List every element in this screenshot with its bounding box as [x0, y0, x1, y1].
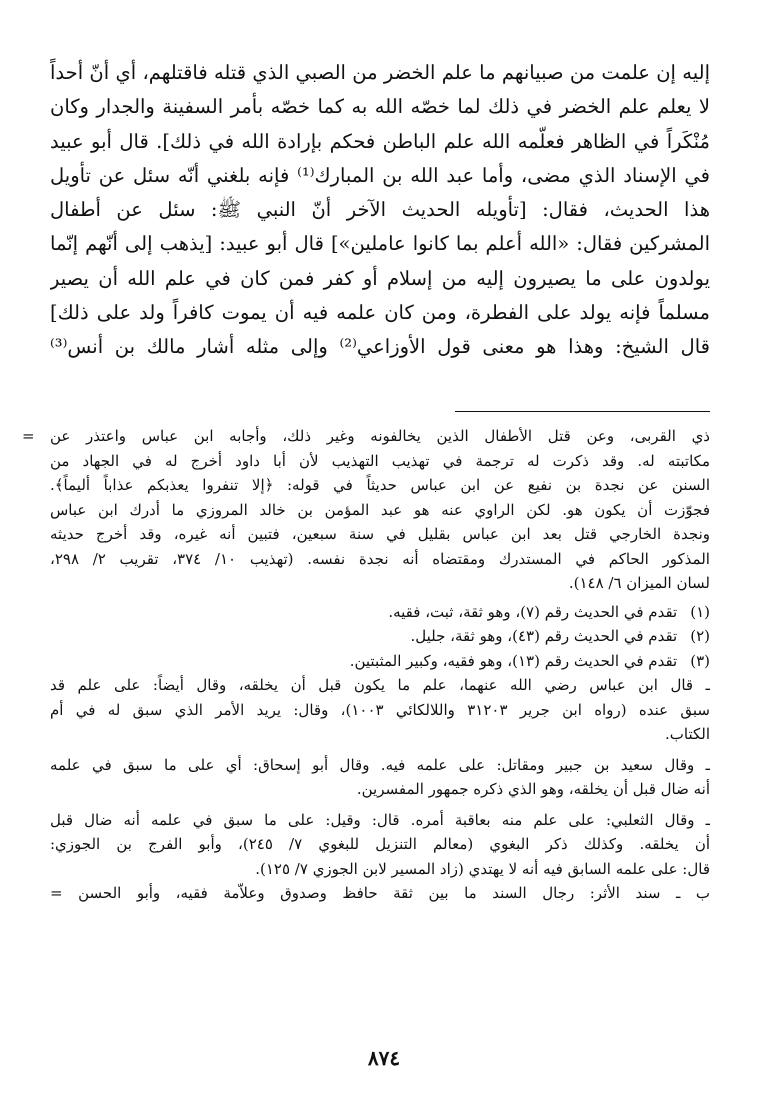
continuation-marker: = — [22, 427, 35, 445]
footnote-line: قال: على علمه السابق فيه أنه لا يهتدي (زاد المسير لابن الجوزي ٧/ ١٢٥). — [255, 859, 710, 878]
main-text-line: في الإسناد الذي مضى، وأما عبد الله بن المبارك⁽¹⁾ فإنه بلغني أنّه سئل عن تأويل — [50, 163, 710, 187]
footnote-paragraph — [50, 881, 710, 906]
main-text-line: لا يعلم علم الخضر في ذلك لما خصّه الله به كما خصّه بأمر السفينة والجدار وكان — [50, 95, 710, 119]
page-number: ٨٧٤ — [367, 1046, 401, 1070]
footnote-line: لسان الميزان ٦/ ١٤٨). — [568, 574, 710, 592]
footnote-continuation — [22, 424, 710, 596]
footnote-2 — [50, 624, 710, 649]
main-text-line: إليه إن علمت من صبيانهم ما علم الخضر من الصبي الذي قتله فاقتلهم، أي أنّ أحداً — [50, 61, 710, 84]
footnote-line: الكتاب. — [664, 725, 710, 743]
footnote-line: مكاتبته له. وقد ذكرت له ترجمة في تهذيب التهذيب لأن أبا داود أخرج له في الجهاد من — [50, 451, 710, 470]
main-text-body — [50, 56, 710, 365]
main-text-line: هذا الحديث، فقال: [تأويله الحديث الآخر أنّ النبي ﷺ: سئل عن أطفال — [50, 198, 710, 222]
footnote-line: أنه ضال قبل أن يخلقه، وهو الذي ذكره جمهور المفسرين. — [356, 780, 710, 798]
footnote-line: أن يخلقه. وكذلك ذكر البغوي (معالم التنزيل للبغوي ٧/ ٢٤٥)، وأبو الفرج بن الجوزي: — [50, 835, 710, 853]
main-text-line: مسلماً فإنه يولد على الفطرة، ومن كان علمه فيه أن يموت كافراً ولد على ذلك] — [50, 301, 710, 325]
footnote-line: ـ وقال سعيد بن جبير ومقاتل: على علمه فيه. وقال أبو إسحاق: أي على ما سبق في علمه — [50, 755, 710, 774]
footnote-line: فجوّزت أن يكون هو. لكن الراوي عنه هو عبد المؤمن بن خالد المروزي ما أدرك ابن عباس — [50, 500, 710, 519]
footnote-number: (١) — [690, 602, 710, 621]
footnote-line: ـ قال ابن عباس رضي الله عنهما، علم ما يكون قبل أن يخلقه، وقال أيضاً: على علم قد — [50, 676, 710, 694]
footnote-1 — [50, 600, 710, 625]
footnote-number: (٢) — [690, 627, 710, 645]
main-text-line: يولدون على ما يصيرون إليه من إسلام أو كفر فمن كان في علم الله أن يصير — [50, 266, 710, 290]
footnote-paragraph — [50, 808, 710, 882]
footnote-number: (٣) — [690, 651, 710, 670]
footnote-text: تقدم في الحديث رقم (٤٣)، وهو ثقة، جليل. — [410, 627, 678, 645]
footnote-line: ـ وقال الثعلبي: على علم منه بعاقبة أمره. قال: وقيل: على ما سبق في علمه أنه ضال قبل — [50, 810, 710, 829]
footnote-separator-rule — [455, 411, 710, 412]
footnote-line: السنن عن نجدة بن نفيع عن ابن عباس حديثاً في قوله: ﴿إلا تنفروا يعذبكم عذاباً أليماً﴾. — [50, 476, 710, 494]
footnote-line: ذي القربى، وعن قتل الأطفال الذين يخالفونه وغير ذلك، وأجابه ابن عباس واعتذر عن — [50, 427, 710, 445]
footnote-line: ونجدة الخارجي قتل بعد ابن عباس بقليل في سنة سبعين، فتبين أنه غيره، وقد أخرج حديثه — [50, 525, 710, 543]
footnote-paragraph — [50, 753, 710, 802]
footnote-text: تقدم في الحديث رقم (٧)، وهو ثقة، ثبت، فقيه. — [388, 602, 678, 621]
footnotes-section — [22, 424, 710, 906]
footnote-line: المذكور الحاكم في المستدرك ومقتضاه أنه نجدة نفسه. (تهذيب ١٠/ ٣٧٤، تقريب ٢/ ٢٩٨، — [50, 549, 710, 568]
main-text-line: قال الشيخ: وهذا هو معنى قول الأوزاعي⁽²⁾ وإلى مثله أشار مالك بن أنس⁽³⁾ — [50, 335, 710, 359]
footnote-paragraph — [50, 673, 710, 747]
footnote-3 — [50, 649, 710, 674]
footnote-line: سبق عنده (رواه ابن جرير ٣١٢٠٣ واللالكائي ١٠٠٣)، وقال: يريد الأمر الذي سبق له في أم — [50, 700, 710, 719]
footnote-line: ب ـ سند الأثر: رجال السند ما بين ثقة حافظ وصدوق وعلاّمة فقيه، وأبو الحسن = — [50, 884, 710, 902]
footnote-text: تقدم في الحديث رقم (١٣)، وهو فقيه، وكبير المثبتين. — [349, 651, 678, 670]
main-text-line: مُنْكَراً في الظاهر فعلّمه الله علم الباطن فحكم بإرادة الله في ذلك]. قال أبو عبيد — [50, 129, 710, 153]
main-text-line: المشركين فقال: «الله أعلم بما كانوا عاملين»] قال أبو عبيد: [يذهب إلى أنّهم إنّما — [50, 232, 710, 256]
